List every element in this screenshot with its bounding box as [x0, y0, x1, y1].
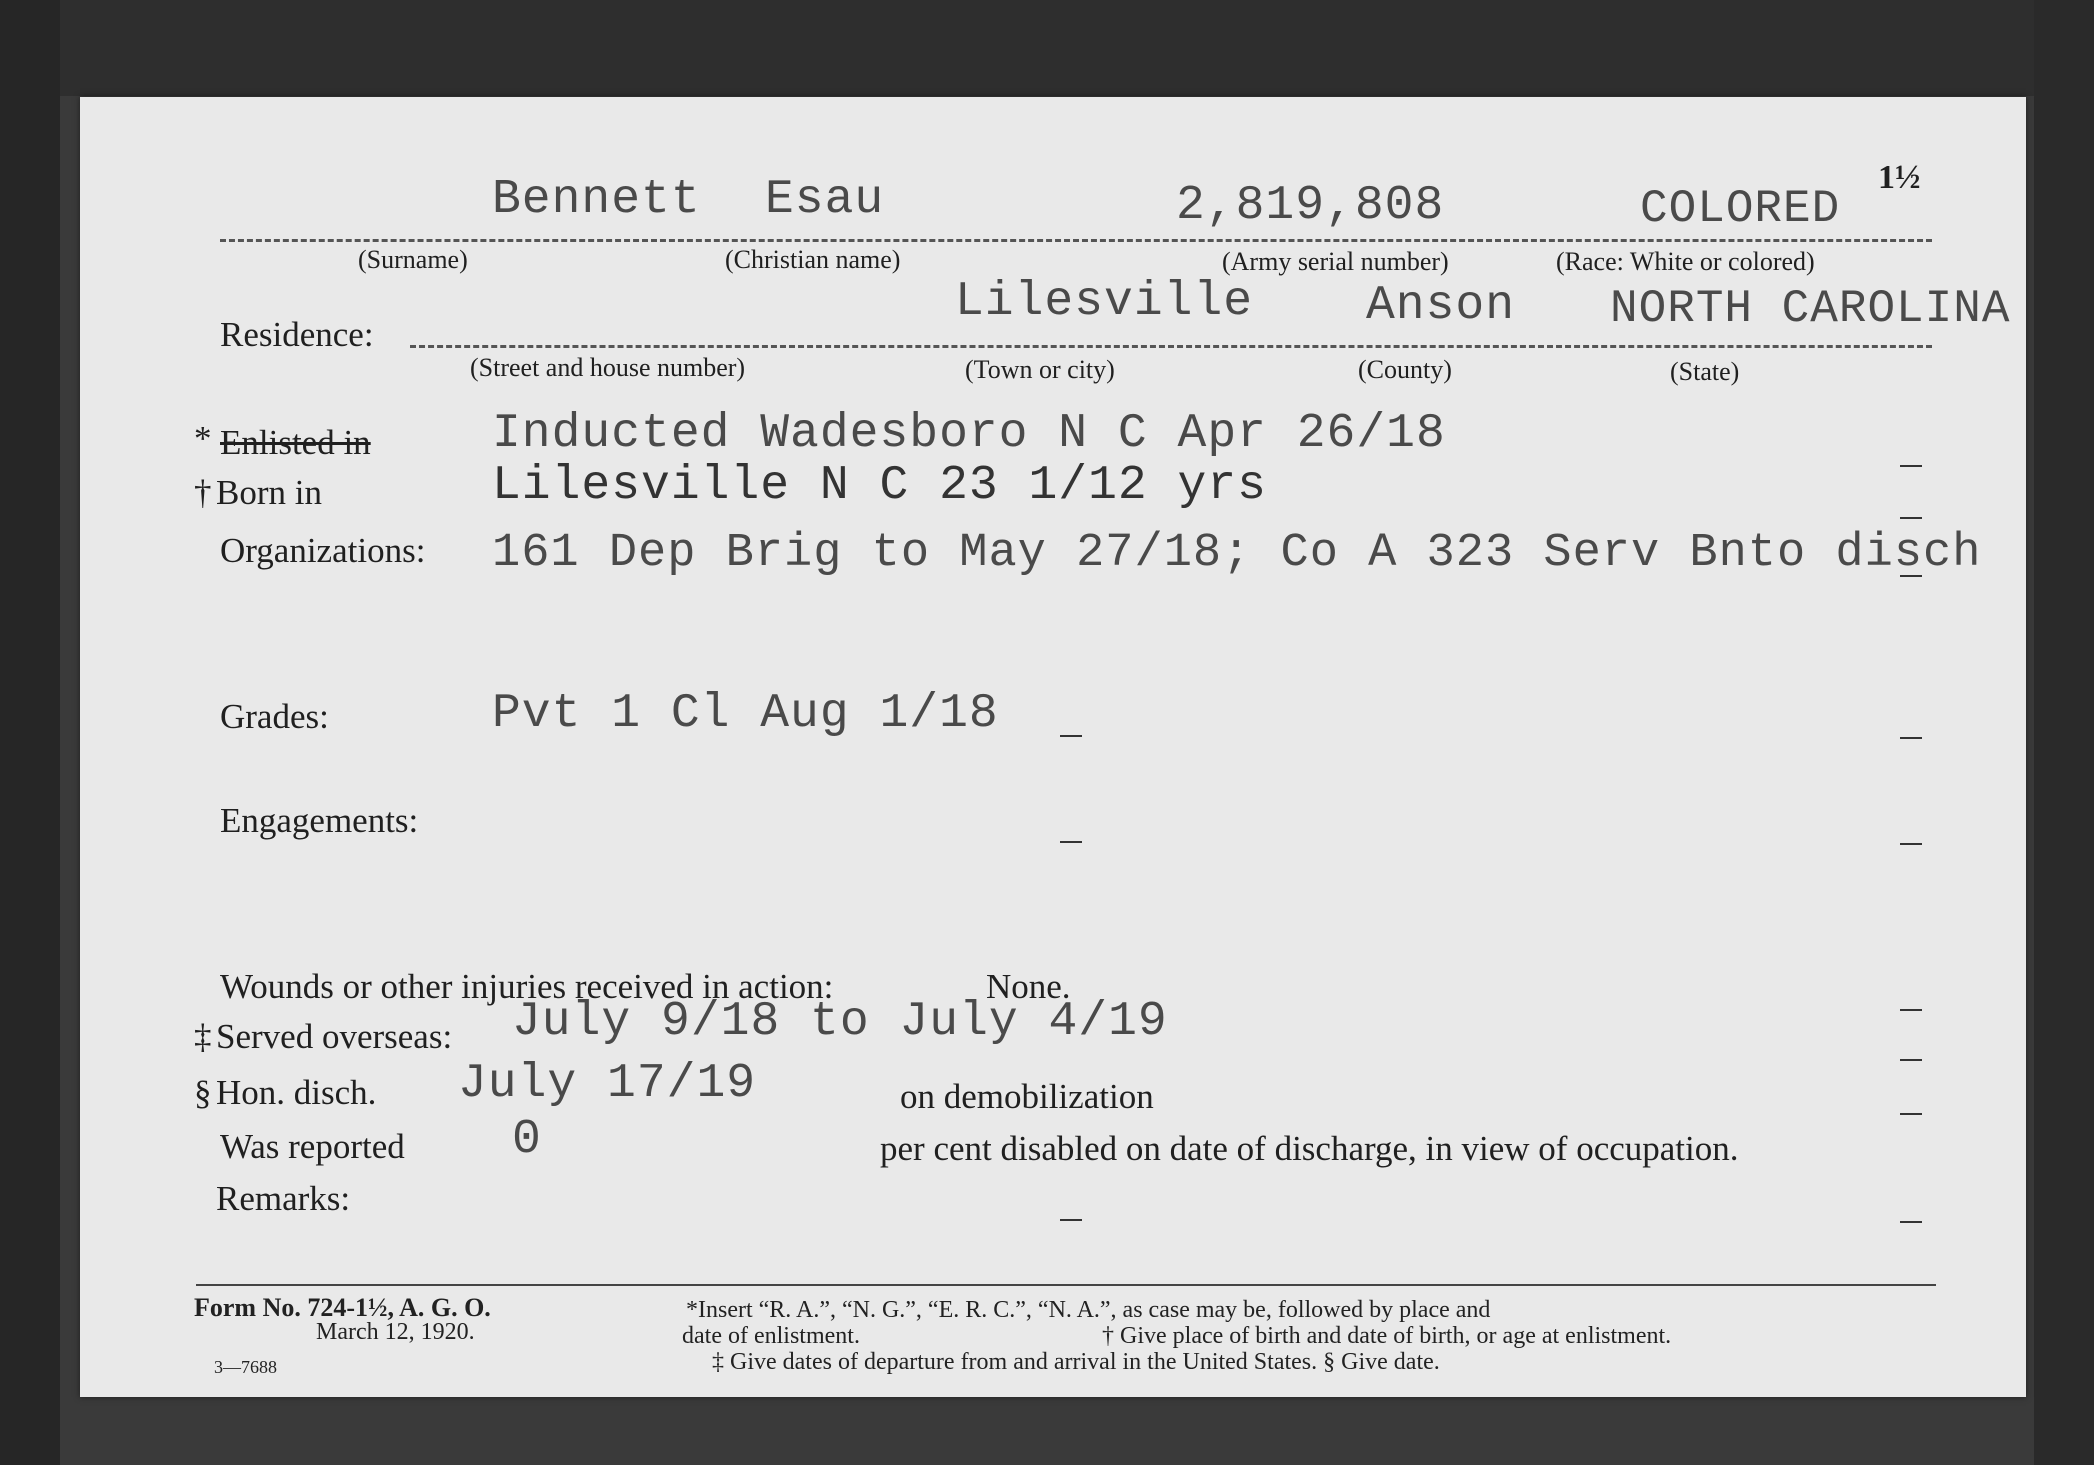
engagements-tick: [1900, 843, 1922, 845]
footnote-1b: date of enlistment.: [682, 1323, 860, 1349]
organizations-label: Organizations:: [220, 531, 426, 570]
form-fraction: 1½: [1878, 159, 1921, 196]
town-caption: (Town or city): [965, 355, 1115, 384]
county-caption: (County): [1358, 355, 1452, 384]
surname-value: Bennett: [492, 173, 701, 227]
street-caption: (Street and house number): [470, 353, 746, 382]
disch-label: Hon. disch.: [216, 1073, 377, 1112]
footnote-1a: *Insert “R. A.”, “N. G.”, “E. R. C.”, “N. A.”, as case may be, followed by place and: [686, 1297, 1491, 1323]
race-value: COLORED: [1640, 183, 1841, 235]
scan-background-left: [0, 0, 60, 1465]
remarks-tick: [1900, 1221, 1922, 1223]
born-tick-2: [1900, 517, 1922, 519]
overseas-mark: ‡: [194, 1017, 212, 1056]
footnote-2: † Give place of birth and date of birth, or age at enlistment.: [1102, 1323, 1672, 1349]
grades-label: Grades:: [220, 697, 329, 736]
grades-tick: [1900, 737, 1922, 739]
wounds-label: Wounds or other injuries received in action:: [220, 967, 834, 1006]
residence-state-value: NORTH CAROLINA: [1610, 283, 2011, 335]
born-value: Lilesville N C 23 1/12 yrs: [492, 459, 1267, 513]
born-mark: †: [194, 473, 212, 512]
organizations-value: 161 Dep Brig to May 27/18; Co A 323 Serv Bnto disch: [492, 527, 1982, 580]
scan-background-right: [2034, 0, 2094, 1465]
form-date: March 12, 1920.: [316, 1319, 475, 1345]
christian-name-caption: (Christian name): [725, 245, 901, 274]
born-label: Born in: [216, 473, 322, 512]
disch-tick: [1900, 1113, 1922, 1115]
grades-tick-mid: [1060, 735, 1082, 737]
serial-number-value: 2,819,808: [1176, 179, 1445, 233]
enlisted-label: Enlisted in: [220, 423, 371, 462]
residence-label: Residence:: [220, 315, 374, 354]
organizations-tick: [1900, 575, 1922, 577]
reported-value: 0: [512, 1113, 542, 1167]
engagements-label: Engagements:: [220, 801, 419, 840]
disch-mark: §: [194, 1073, 212, 1112]
scan-background-top: [0, 0, 2094, 96]
residence-county-value: Anson: [1366, 279, 1516, 333]
wounds-tick: [1900, 1009, 1922, 1011]
overseas-value: July 9/18 to July 4/19: [512, 995, 1168, 1049]
enlisted-mark: *: [194, 419, 212, 458]
overseas-tick: [1900, 1059, 1922, 1061]
born-tick: [1900, 465, 1922, 467]
residence-town-value: Lilesville: [955, 275, 1254, 329]
race-caption: (Race: White or colored): [1556, 247, 1815, 276]
remarks-tick-mid: [1060, 1219, 1082, 1221]
reported-label: Was reported: [220, 1127, 405, 1166]
service-record-card: [80, 97, 2026, 1397]
reported-note: per cent disabled on date of discharge, in view of occupation.: [880, 1129, 1739, 1168]
state-caption: (State): [1670, 357, 1740, 386]
residence-dashed-line: [410, 345, 1932, 348]
grades-value: Pvt 1 Cl Aug 1/18: [492, 687, 999, 741]
disch-value: July 17/19: [458, 1057, 757, 1111]
surname-caption: (Surname): [358, 245, 468, 274]
form-code: 3—7688: [214, 1357, 277, 1377]
overseas-label: Served overseas:: [216, 1017, 453, 1056]
remarks-label: Remarks:: [216, 1179, 351, 1218]
engagements-tick-mid: [1060, 841, 1082, 843]
wounds-value: None.: [986, 967, 1071, 1006]
header-dashed-line: [220, 239, 1932, 242]
christian-name-value: Esau: [765, 173, 885, 227]
footer-rule: [196, 1284, 1936, 1286]
disch-note: on demobilization: [900, 1077, 1154, 1116]
footnote-3: ‡ Give dates of departure from and arrival in the United States. § Give date.: [712, 1349, 1440, 1375]
form-number: Form No. 724-1½, A. G. O.: [194, 1293, 491, 1322]
serial-number-caption: (Army serial number): [1222, 247, 1449, 276]
enlisted-value: Inducted Wadesboro N C Apr 26/18: [492, 407, 1446, 461]
